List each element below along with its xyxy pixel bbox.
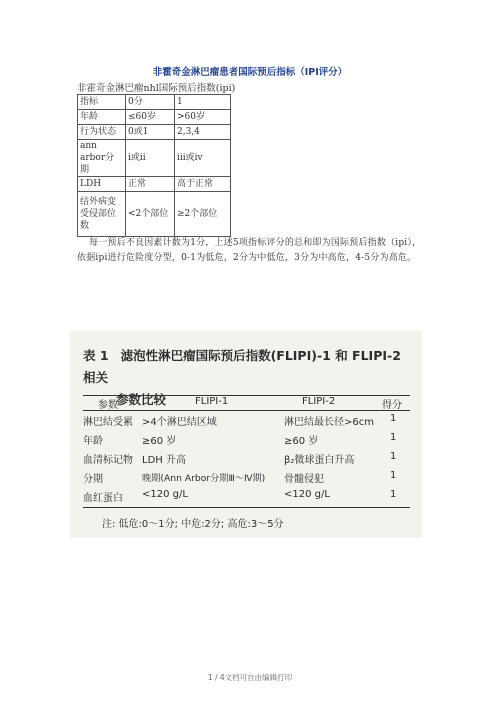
table-cell: 1 bbox=[390, 451, 397, 462]
figure-title bbox=[83, 345, 413, 411]
column-header: 参数 bbox=[98, 400, 118, 411]
table-row bbox=[83, 468, 410, 487]
table-row bbox=[83, 449, 410, 468]
column-header: FLIPI-1 bbox=[195, 396, 229, 407]
table-note: 注: 低危:0～1分; 中危:2分; 高危:3～5分 bbox=[102, 519, 284, 530]
table-cell: 指标 bbox=[78, 95, 126, 110]
table-cell: 高于正常 bbox=[175, 177, 231, 192]
table-top-rule bbox=[83, 395, 410, 396]
table-cell: 骨髓侵犯 bbox=[284, 474, 324, 485]
table-cell: iii或iv bbox=[175, 140, 231, 177]
table-cell: 结外病变受侵部位数 bbox=[78, 192, 126, 237]
table-cell: LDH 升高 bbox=[142, 455, 186, 466]
table-cell: 1 bbox=[390, 413, 397, 424]
figure-title-line1: 滤泡性淋巴瘤国际预后指数(FLIPI)-1 和 FLIPI-2 相关 bbox=[83, 348, 401, 385]
table-cell: 正常 bbox=[126, 177, 175, 192]
table-cell: 年龄 bbox=[83, 436, 103, 447]
table-cell: 血红蛋白 bbox=[83, 493, 123, 504]
figure-number: 表 1 bbox=[83, 348, 109, 363]
table-row bbox=[78, 125, 231, 140]
table-cell: 1 bbox=[390, 432, 397, 443]
table-cell: 2,3,4 bbox=[175, 125, 231, 140]
table-cell: 行为状态 bbox=[78, 125, 126, 140]
table-cell: <120 g/L bbox=[142, 489, 188, 500]
table-cell: 分期 bbox=[83, 474, 103, 485]
table-cell: 0分 bbox=[126, 95, 175, 110]
table-cell: >60岁 bbox=[175, 110, 231, 125]
table-cell: 年龄 bbox=[78, 110, 126, 125]
table-cell: β₂微球蛋白升高 bbox=[284, 455, 355, 466]
table-cell: 晚期(Ann Arbor分期Ⅲ～Ⅳ期) bbox=[142, 473, 266, 484]
table-cell: 1 bbox=[175, 95, 231, 110]
table-cell: 血清标记物 bbox=[83, 455, 133, 466]
table-cell: ≥60 岁 bbox=[284, 436, 319, 447]
table-cell: ≥2个部位 bbox=[175, 192, 231, 237]
table-row bbox=[83, 430, 410, 449]
table-row bbox=[83, 487, 410, 506]
table-cell: <120 g/L bbox=[284, 489, 330, 500]
table-row bbox=[78, 192, 231, 237]
table-cell: ≤60岁 bbox=[126, 110, 175, 125]
table-cell: 淋巴结受累 bbox=[83, 417, 133, 428]
column-header: FLIPI-2 bbox=[302, 396, 336, 407]
table-cell: 1 bbox=[390, 470, 397, 481]
page-title: 非霍奇金淋巴瘤患者国际预后指标（IPI评分） bbox=[152, 67, 348, 78]
table-row bbox=[78, 177, 231, 192]
flipi-table-figure bbox=[70, 331, 422, 538]
ipi-table bbox=[77, 94, 231, 237]
table-cell: 淋巴结最长径>6cm bbox=[284, 417, 374, 428]
table-cell: ann arbor分期 bbox=[78, 140, 126, 177]
figure-title-line2: 参数比较 bbox=[116, 392, 167, 407]
table-cell: LDH bbox=[78, 177, 126, 192]
table-cell: >4个淋巴结区域 bbox=[142, 417, 217, 428]
page-footer: 1 / 4文档可自由编辑打印 bbox=[207, 673, 293, 682]
table-cell: i或ii bbox=[126, 140, 175, 177]
table-row bbox=[78, 110, 231, 125]
table-row bbox=[78, 140, 231, 177]
table-cell: 0或1 bbox=[126, 125, 175, 140]
table-row bbox=[78, 95, 231, 110]
table-cell: ≥60 岁 bbox=[142, 436, 177, 447]
ipi-description: 每一预后不良因素计数为1分，上述5项指标评分的总和即为国际预后指数（ipi），依据ipi进行危险度分型，0-1为低危，2分为中低危，3分为中高危，4-5分为高危。 bbox=[77, 238, 422, 263]
table-cell: <2个部位 bbox=[126, 192, 175, 237]
table-cell: 1 bbox=[390, 489, 397, 500]
table-bottom-rule bbox=[83, 507, 410, 508]
ipi-subtitle: 非霍奇金淋巴瘤nhl国际预后指数(ipi) bbox=[77, 83, 236, 94]
column-header: 得分 bbox=[382, 400, 402, 411]
table-row bbox=[83, 411, 410, 430]
